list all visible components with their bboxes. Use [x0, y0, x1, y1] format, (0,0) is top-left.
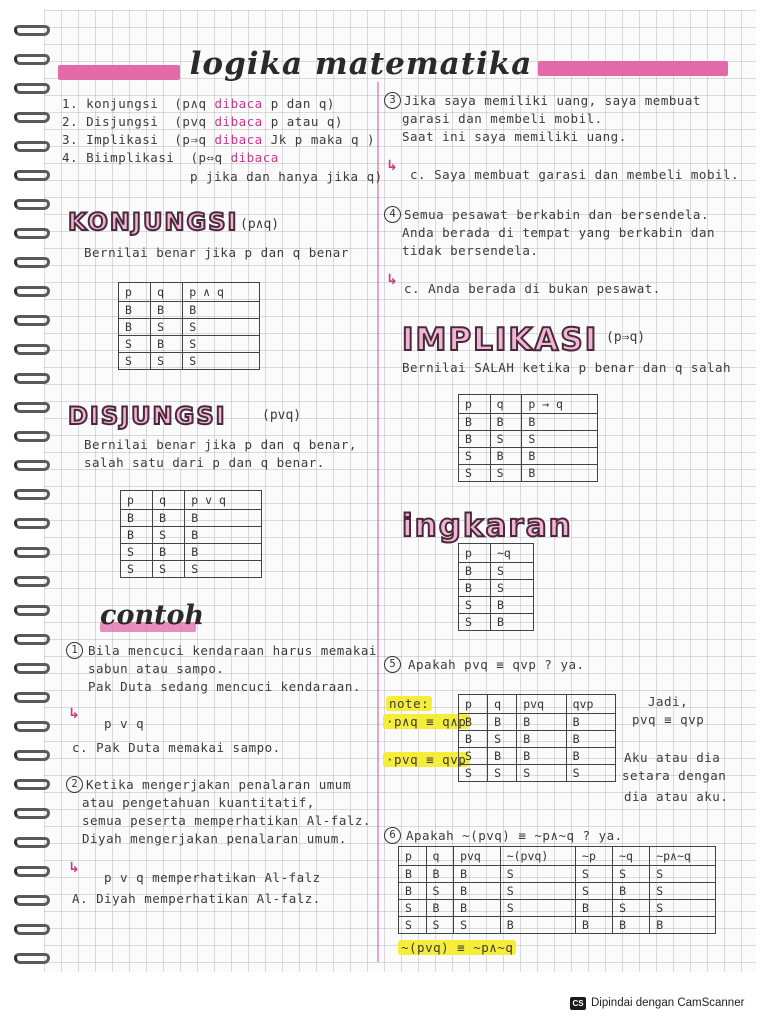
- table-cell: S: [119, 353, 151, 370]
- table-header-cell: pvq: [454, 847, 501, 866]
- example-4-conclusion: c. Anda berada di bukan pesawat.: [404, 281, 661, 296]
- table-cell: B: [566, 714, 615, 731]
- implikasi-description: Bernilai SALAH ketika p benar dan q salah: [402, 360, 732, 375]
- spiral-ring: [14, 837, 50, 848]
- table-row: [119, 302, 260, 319]
- table-cell: S: [399, 917, 427, 934]
- table-header-cell: p → q: [522, 395, 598, 414]
- table-cell: B: [183, 302, 260, 319]
- spiral-ring: [14, 170, 50, 181]
- table-cell: S: [650, 900, 716, 917]
- spiral-ring: [14, 518, 50, 529]
- table-cell: S: [459, 748, 488, 765]
- table-header-cell: q: [490, 395, 522, 414]
- table-cell: B: [459, 731, 488, 748]
- table-cell: B: [488, 748, 517, 765]
- table-row: [399, 866, 716, 883]
- spiral-ring: [14, 373, 50, 384]
- table-cell: B: [500, 917, 575, 934]
- table-cell: S: [576, 883, 613, 900]
- table-cell: S: [490, 563, 533, 580]
- arrow-icon: ↳: [68, 706, 80, 722]
- table-header-cell: q: [488, 695, 517, 714]
- table-cell: B: [522, 448, 598, 465]
- example-2-number: 2: [66, 776, 83, 793]
- table-cell: S: [399, 900, 427, 917]
- table-cell: S: [500, 883, 575, 900]
- spiral-ring: [14, 141, 50, 152]
- table-cell: S: [613, 866, 650, 883]
- table-cell: B: [459, 563, 491, 580]
- example-6-truth-table: [398, 846, 716, 934]
- table-cell: S: [576, 866, 613, 883]
- example-3-conclusion: c. Saya membuat garasi dan membeli mobil.: [410, 167, 740, 182]
- disjungsi-notation: (pvq): [262, 408, 302, 423]
- table-header-cell: p: [121, 491, 153, 510]
- table-cell: B: [613, 917, 650, 934]
- table-header-cell: q: [151, 283, 183, 302]
- spiral-ring: [14, 344, 50, 355]
- spiral-binding: [14, 25, 54, 975]
- table-cell: B: [151, 302, 183, 319]
- table-header-row: [459, 395, 598, 414]
- table-cell: B: [454, 883, 501, 900]
- table-row: [121, 527, 262, 544]
- table-row: [121, 561, 262, 578]
- table-cell: B: [459, 714, 488, 731]
- spiral-ring: [14, 605, 50, 616]
- example-3-line-1: Jika saya memiliki uang, saya membuat: [404, 93, 701, 108]
- table-header-cell: qvp: [566, 695, 615, 714]
- table-header-cell: p: [459, 544, 491, 563]
- table-row: [459, 731, 616, 748]
- table-header-cell: p ∧ q: [183, 283, 260, 302]
- table-cell: B: [459, 580, 491, 597]
- example-4-line-1: Semua pesawat berkabin dan bersendela.: [404, 207, 709, 222]
- table-cell: S: [153, 561, 185, 578]
- example-6-number: 6: [384, 827, 401, 844]
- table-cell: S: [183, 353, 260, 370]
- table-cell: S: [488, 765, 517, 782]
- example-5-truth-table: [458, 694, 616, 782]
- table-cell: S: [490, 465, 522, 482]
- spiral-ring: [14, 83, 50, 94]
- table-cell: B: [426, 866, 454, 883]
- table-cell: B: [121, 510, 153, 527]
- example-2-line-4: Diyah mengerjakan penalaran umum.: [82, 831, 347, 846]
- table-cell: S: [119, 336, 151, 353]
- example-2-line-2: atau pengetahuan kuantitatif,: [82, 795, 315, 810]
- table-cell: S: [121, 561, 153, 578]
- implikasi-truth-table: [458, 394, 598, 482]
- table-row: [121, 510, 262, 527]
- table-cell: B: [490, 414, 522, 431]
- spiral-ring: [14, 953, 50, 964]
- spiral-ring: [14, 576, 50, 587]
- example-2-premise: p v q memperhatikan Al-falz: [104, 870, 321, 885]
- example-1-line-2: sabun atau sampo.: [88, 661, 225, 676]
- table-cell: S: [459, 614, 491, 631]
- contoh-title: contoh: [100, 600, 205, 631]
- disjungsi-description-1: Bernilai benar jika p dan q benar,: [84, 437, 357, 452]
- table-cell: B: [185, 510, 262, 527]
- ingkaran-truth-table: [458, 543, 534, 631]
- table-row: [399, 917, 716, 934]
- spiral-ring: [14, 634, 50, 645]
- operator-item-2: 2. Disjungsi (pvq dibaca p atau q): [62, 114, 343, 129]
- spiral-ring: [14, 257, 50, 268]
- spiral-ring: [14, 779, 50, 790]
- table-row: [119, 319, 260, 336]
- table-row: [119, 353, 260, 370]
- table-header-cell: ~p: [576, 847, 613, 866]
- spiral-ring: [14, 286, 50, 297]
- spiral-ring: [14, 228, 50, 239]
- table-cell: B: [399, 866, 427, 883]
- table-cell: B: [151, 336, 183, 353]
- example-1-line-1: Bila mencuci kendaraan harus memakai: [88, 643, 377, 658]
- table-cell: B: [459, 431, 491, 448]
- table-header-cell: p v q: [185, 491, 262, 510]
- konjungsi-notation: (p∧q): [240, 217, 280, 232]
- table-cell: S: [426, 917, 454, 934]
- note-label: note:: [386, 696, 432, 711]
- spiral-ring: [14, 199, 50, 210]
- spiral-ring: [14, 692, 50, 703]
- arrow-icon: ↳: [386, 158, 398, 174]
- table-cell: B: [517, 731, 566, 748]
- example-5-side-2: pvq ≡ qvp: [632, 712, 705, 727]
- table-cell: S: [459, 765, 488, 782]
- table-row: [459, 580, 534, 597]
- table-cell: B: [522, 414, 598, 431]
- table-cell: S: [490, 580, 533, 597]
- spiral-ring: [14, 721, 50, 732]
- table-header-cell: ~p∧~q: [650, 847, 716, 866]
- example-2-line-1: Ketika mengerjakan penalaran umum: [86, 777, 351, 792]
- spiral-ring: [14, 25, 50, 36]
- table-cell: B: [454, 900, 501, 917]
- table-cell: S: [151, 353, 183, 370]
- example-4-number: 4: [384, 206, 401, 223]
- example-5-number: 5: [384, 656, 401, 673]
- table-row: [459, 465, 598, 482]
- spiral-ring: [14, 315, 50, 326]
- table-cell: S: [490, 431, 522, 448]
- example-2-conclusion: A. Diyah memperhatikan Al-falz.: [72, 891, 321, 906]
- example-1-number: 1: [66, 642, 83, 659]
- table-header-cell: p: [459, 395, 491, 414]
- implikasi-heading: IMPLIKASI: [402, 322, 599, 358]
- ingkaran-heading: ingkaran: [402, 508, 573, 544]
- table-cell: B: [517, 714, 566, 731]
- spiral-ring: [14, 924, 50, 935]
- camscanner-footer: [570, 994, 744, 1012]
- operator-item-4: 4. Biimplikasi (p⇔q dibaca: [62, 150, 279, 165]
- table-cell: S: [522, 431, 598, 448]
- table-header-cell: ~q: [490, 544, 533, 563]
- table-row: [399, 883, 716, 900]
- note-line-1: ·p∧q ≡ q∧p: [383, 714, 469, 729]
- spiral-ring: [14, 547, 50, 558]
- example-5-side-4: setara dengan: [622, 768, 727, 783]
- table-header-row: [459, 544, 534, 563]
- table-header-cell: p: [399, 847, 427, 866]
- table-cell: S: [517, 765, 566, 782]
- table-cell: S: [500, 900, 575, 917]
- example-5-side-5: dia atau aku.: [624, 789, 729, 804]
- table-cell: B: [490, 597, 533, 614]
- table-cell: B: [459, 414, 491, 431]
- table-cell: S: [183, 319, 260, 336]
- note-line-2: ·pvq ≡ qvp: [383, 752, 469, 767]
- table-cell: B: [121, 527, 153, 544]
- disjungsi-description-2: salah satu dari p dan q benar.: [84, 455, 325, 470]
- spiral-ring: [14, 866, 50, 877]
- table-cell: S: [650, 866, 716, 883]
- table-cell: S: [183, 336, 260, 353]
- spiral-ring: [14, 808, 50, 819]
- table-header-cell: q: [153, 491, 185, 510]
- spiral-ring: [14, 489, 50, 500]
- disjungsi-heading: DISJUNGSI: [68, 402, 227, 430]
- table-cell: S: [459, 465, 491, 482]
- table-cell: B: [185, 544, 262, 561]
- table-cell: B: [119, 302, 151, 319]
- operator-item-1: 1. konjungsi (p∧q dibaca p dan q): [62, 96, 335, 111]
- camscanner-logo-icon: CS: [570, 997, 586, 1010]
- example-1-conclusion: c. Pak Duta memakai sampo.: [72, 740, 281, 755]
- table-cell: B: [488, 714, 517, 731]
- table-header-row: [459, 695, 616, 714]
- table-row: [459, 714, 616, 731]
- table-cell: B: [490, 448, 522, 465]
- table-row: [459, 614, 534, 631]
- table-cell: B: [454, 866, 501, 883]
- example-6-result: ~(pvq) ≡ ~p∧~q: [398, 940, 516, 955]
- spiral-ring: [14, 895, 50, 906]
- konjungsi-heading: KONJUNGSI: [68, 208, 239, 236]
- spiral-ring: [14, 402, 50, 413]
- table-row: [459, 748, 616, 765]
- table-row: [399, 900, 716, 917]
- example-3-number: 3: [384, 92, 401, 109]
- table-header-cell: q: [426, 847, 454, 866]
- table-cell: B: [650, 917, 716, 934]
- konjungsi-description: Bernilai benar jika p dan q benar: [84, 245, 349, 260]
- table-cell: B: [566, 748, 615, 765]
- footer-text: Dipindai dengan CamScanner: [591, 997, 745, 1009]
- spiral-ring: [14, 431, 50, 442]
- table-cell: B: [119, 319, 151, 336]
- disjungsi-truth-table: [120, 490, 262, 578]
- spiral-ring: [14, 750, 50, 761]
- example-6-question: Apakah ~(pvq) ≡ ~p∧~q ? ya.: [406, 828, 623, 843]
- spiral-ring: [14, 54, 50, 65]
- table-cell: S: [185, 561, 262, 578]
- example-1-line-3: Pak Duta sedang mencuci kendaraan.: [88, 679, 361, 694]
- example-1-premise: p v q: [104, 716, 145, 731]
- table-cell: B: [490, 614, 533, 631]
- operator-item-3: 3. Implikasi (p⇒q dibaca Jk p maka q ): [62, 132, 376, 147]
- table-header-cell: p: [459, 695, 488, 714]
- spiral-ring: [14, 112, 50, 123]
- table-header-row: [399, 847, 716, 866]
- table-row: [459, 597, 534, 614]
- table-header-cell: pvq: [517, 695, 566, 714]
- table-cell: S: [488, 731, 517, 748]
- table-row: [459, 414, 598, 431]
- spiral-ring: [14, 460, 50, 471]
- arrow-icon: ↳: [386, 272, 398, 288]
- table-header-cell: ~(pvq): [500, 847, 575, 866]
- table-cell: S: [459, 597, 491, 614]
- table-header-cell: ~q: [613, 847, 650, 866]
- table-cell: B: [426, 900, 454, 917]
- table-row: [121, 544, 262, 561]
- table-cell: S: [153, 527, 185, 544]
- table-header-row: [121, 491, 262, 510]
- table-cell: B: [153, 510, 185, 527]
- column-divider: [377, 82, 379, 962]
- title-highlight-left: [58, 65, 180, 80]
- table-cell: B: [399, 883, 427, 900]
- example-4-line-2: Anda berada di tempat yang berkabin dan: [402, 225, 715, 240]
- table-cell: B: [185, 527, 262, 544]
- arrow-icon: ↳: [68, 860, 80, 876]
- table-cell: B: [613, 883, 650, 900]
- spiral-ring: [14, 663, 50, 674]
- example-3-line-2: garasi dan membeli mobil.: [402, 111, 603, 126]
- example-2-line-3: semua peserta memperhatikan Al-falz.: [82, 813, 371, 828]
- table-cell: S: [566, 765, 615, 782]
- table-cell: S: [426, 883, 454, 900]
- page-title: logika matematika: [189, 46, 533, 82]
- example-5-question: Apakah pvq ≡ qvp ? ya.: [408, 657, 585, 672]
- konjungsi-truth-table: [118, 282, 260, 370]
- table-cell: B: [517, 748, 566, 765]
- example-5-side-1: Jadi,: [648, 694, 689, 709]
- implikasi-notation: (p⇒q): [606, 330, 646, 345]
- example-4-line-3: tidak bersendela.: [402, 243, 539, 258]
- table-cell: S: [613, 900, 650, 917]
- table-cell: B: [566, 731, 615, 748]
- table-cell: S: [500, 866, 575, 883]
- table-cell: B: [576, 900, 613, 917]
- operator-item-4-reading: p jika dan hanya jika q): [190, 169, 383, 184]
- table-cell: B: [153, 544, 185, 561]
- table-row: [119, 336, 260, 353]
- example-5-side-3: Aku atau dia: [624, 750, 721, 765]
- table-header-cell: p: [119, 283, 151, 302]
- table-cell: S: [459, 448, 491, 465]
- example-3-line-3: Saat ini saya memiliki uang.: [402, 129, 627, 144]
- title-highlight-right: [538, 61, 728, 76]
- table-row: [459, 765, 616, 782]
- table-row: [459, 563, 534, 580]
- table-cell: S: [454, 917, 501, 934]
- table-row: [459, 448, 598, 465]
- table-row: [459, 431, 598, 448]
- table-cell: B: [522, 465, 598, 482]
- table-cell: S: [121, 544, 153, 561]
- table-header-row: [119, 283, 260, 302]
- table-cell: S: [151, 319, 183, 336]
- table-cell: S: [650, 883, 716, 900]
- table-cell: B: [576, 917, 613, 934]
